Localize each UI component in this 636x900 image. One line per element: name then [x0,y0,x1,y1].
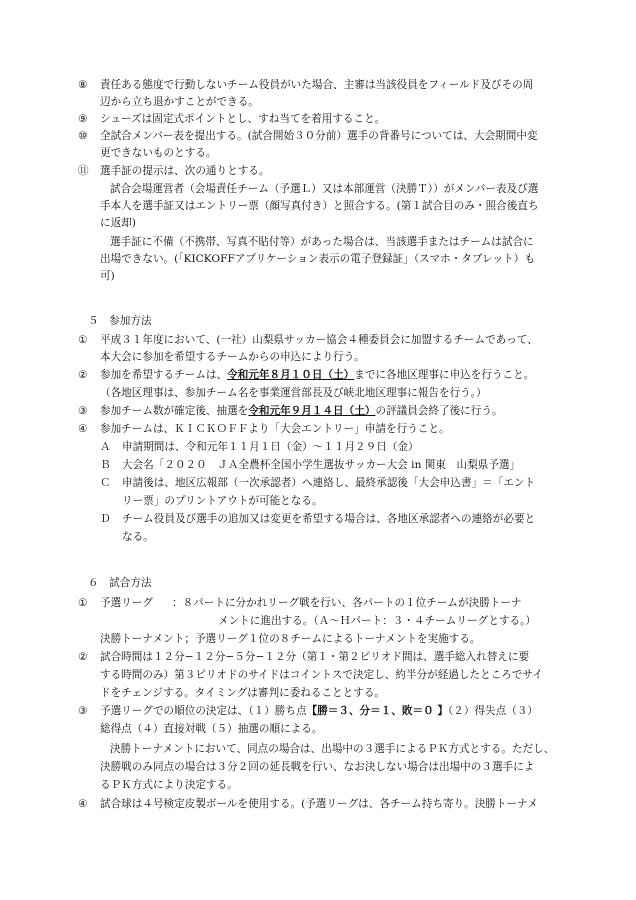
section-6-item-2 [78,650,529,666]
section-5-item-4 [78,422,450,438]
section-5-item-1 [78,333,538,349]
deadline-date: 令和元年８月１０日（土） [227,369,355,381]
item-number: ① [78,597,88,609]
item-text-cont: する時間のみ）第３ピリオドのサイドはコイントスで決定し、約半分が経過したところでサイ [100,669,543,681]
rule-item-9 [78,112,385,128]
sub-item-b [100,458,520,474]
rule-sub-line: 出場できない。(「KICKOFFアプリケーション表示の電子登録証」（スマホ・タブレット）も [100,253,535,265]
item-text-post: の評議員会終了後に行う。 [375,405,503,417]
sub-text: 申請後は、地区広報部（一次承認者）へ連絡し、最終承認後「大会申込書」＝「エント [122,477,536,489]
item-text: 平成３１年度において、(一社）山梨県サッカー協会４種委員会に加盟するチームであって、 [100,334,538,346]
rule-text: シューズは固定式ポイントとし、すね当てを着用すること。 [100,113,386,125]
item-text: 試合時間は１２分−１２分−５分−１２分（第１・第２ピリオド間は、選手総入れ替えに要 [100,651,530,663]
item-text: 試合球は４号検定皮製ボールを使用する。(予選リーグは、各チーム持ち寄り。決勝トーナメ [100,798,538,810]
item-text-cont: 決勝トーナメント；予選リーグ１位の８チームによるトーナメントを実施する。 [100,633,481,645]
rule-text-cont: 辺から立ち退かすことができる。 [100,96,259,108]
item-text-post: までに各地区理事に申込を行うこと。 [354,369,535,381]
item-number: ③ [78,405,88,417]
points-rule: 【勝＝３、分＝１、敗＝０ 】 [306,705,448,717]
sub-label: Ａ [100,441,111,453]
item-text: ：８パートに分かれリーグ戦を行い、各パートの１位チームが決勝トーナ [172,597,522,609]
item-number: ⑩ [78,130,88,142]
sub-item-d [100,512,535,528]
section-6-item-4 [78,797,538,813]
rule-text-cont: 更できないものとする。 [100,147,217,159]
rule-text: 責任ある態度で行動しないチーム役員がいた場合、主審は当該役員をフィールド及びその周 [100,79,534,91]
sub-item-a [100,440,419,456]
item-number: ① [78,334,88,346]
rule-sub-line: に返却) [100,217,136,229]
item-text-cont: 総得点（４）直接対戦（５）抽選の順による。 [100,723,323,735]
item-text-pre: 予選リーグでの順位の決定は、（１）勝ち点 [100,705,307,717]
item-number: ⑧ [78,79,88,91]
section-5-item-2 [78,368,534,384]
section-6-heading: ６ 試合方法 [88,577,152,589]
item-text: 参加チームは、ＫＩＣＫＯＦＦより「大会エントリー」申請を行うこと。 [100,423,450,435]
section-6-item-1 [78,596,522,612]
item-number: ② [78,369,88,381]
item-text-cont: 本大会に参加を希望するチームからの申込により行う。 [100,351,365,363]
item-number: ④ [78,798,88,810]
rule-sub-line: 試合会場運営者（会場責任チーム（予選Ｌ）又は本部運営（決勝Ｔ））がメンバー表及び選 [110,183,539,195]
item-text-cont: メントに進出する。（Ａ〜Ｈパート：３・４チームリーグとする。） [218,615,537,627]
rule-text: 全試合メンバー表を提出する。(試合開始３０分前）選手の背番号については、大会期間中変 [100,130,538,142]
rule-text: 選手証の提示は、次の通りとする。 [100,165,270,177]
item-text-pre: 参加を希望するチームは、 [100,369,228,381]
item-text-cont: るＰＫ方式により決定する。 [100,779,238,791]
item-number: ⑪ [78,165,89,177]
sub-text: チーム役員及び選手の追加又は変更を希望する場合は、各地区承認者への連絡が必要と [122,513,536,525]
rule-item-11 [78,164,270,180]
sub-text-cont: リー票」のプリントアウトが可能となる。 [122,495,323,507]
sub-label: Ｄ [100,513,111,525]
item-number: ④ [78,423,88,435]
item-text-pre: 参加チーム数が確定後、抽選を [100,405,249,417]
sub-text: 申請期間は、令和元年１１月１日（金）〜１１月２９日（金） [122,441,419,453]
item-number: ③ [78,705,88,717]
item-text-cont: （各地区理事は、参加チーム名を事業運営部長及び峡北地区理事に報告を行う。） [100,387,487,399]
sub-text-cont: なる。 [122,531,154,543]
item-text-post: （２）得失点（３） [447,705,539,717]
item-label: 予選リーグ [100,597,153,609]
section-5-item-3 [78,404,503,420]
rule-sub-line: 可) [100,270,115,282]
sub-label: Ｂ [100,459,111,471]
item-text-cont: 決勝トーナメントにおいて、同点の場合は、出場中の３選手によるＰＫ方式とする。ただし、 [110,743,555,755]
rule-item-8 [78,78,533,94]
rule-sub-line: 選手証に不備（不携帯、写真不貼付等）があった場合は、当該選手またはチームは試合に [110,236,534,248]
sub-text: 大会名「２０２０ ＪＡ全農杯全国小学生選抜サッカー大会 in 関東 山梨県予選」 [122,459,521,471]
section-6-item-3 [78,704,538,720]
item-text-cont: ドをチェンジする。タイミングは審判に委ねることとする。 [100,687,386,699]
draw-date: 令和元年９月１４日（土） [248,405,376,417]
sub-label: Ｃ [100,477,111,489]
rule-item-10 [78,129,538,145]
sub-item-c [100,476,535,492]
item-number: ⑨ [78,113,88,125]
section-5-heading: ５ 参加方法 [88,315,152,327]
rule-sub-line: 手本人を選手証又はエントリー票（顔写真付き）と照合する。(第１試合目のみ・照合後直ち [100,200,539,212]
item-number: ② [78,651,88,663]
item-text-cont: 決勝戦のみ同点の場合は３分２回の延長戦を行い、なお決しない場合は出場中の３選手によ [100,761,535,773]
